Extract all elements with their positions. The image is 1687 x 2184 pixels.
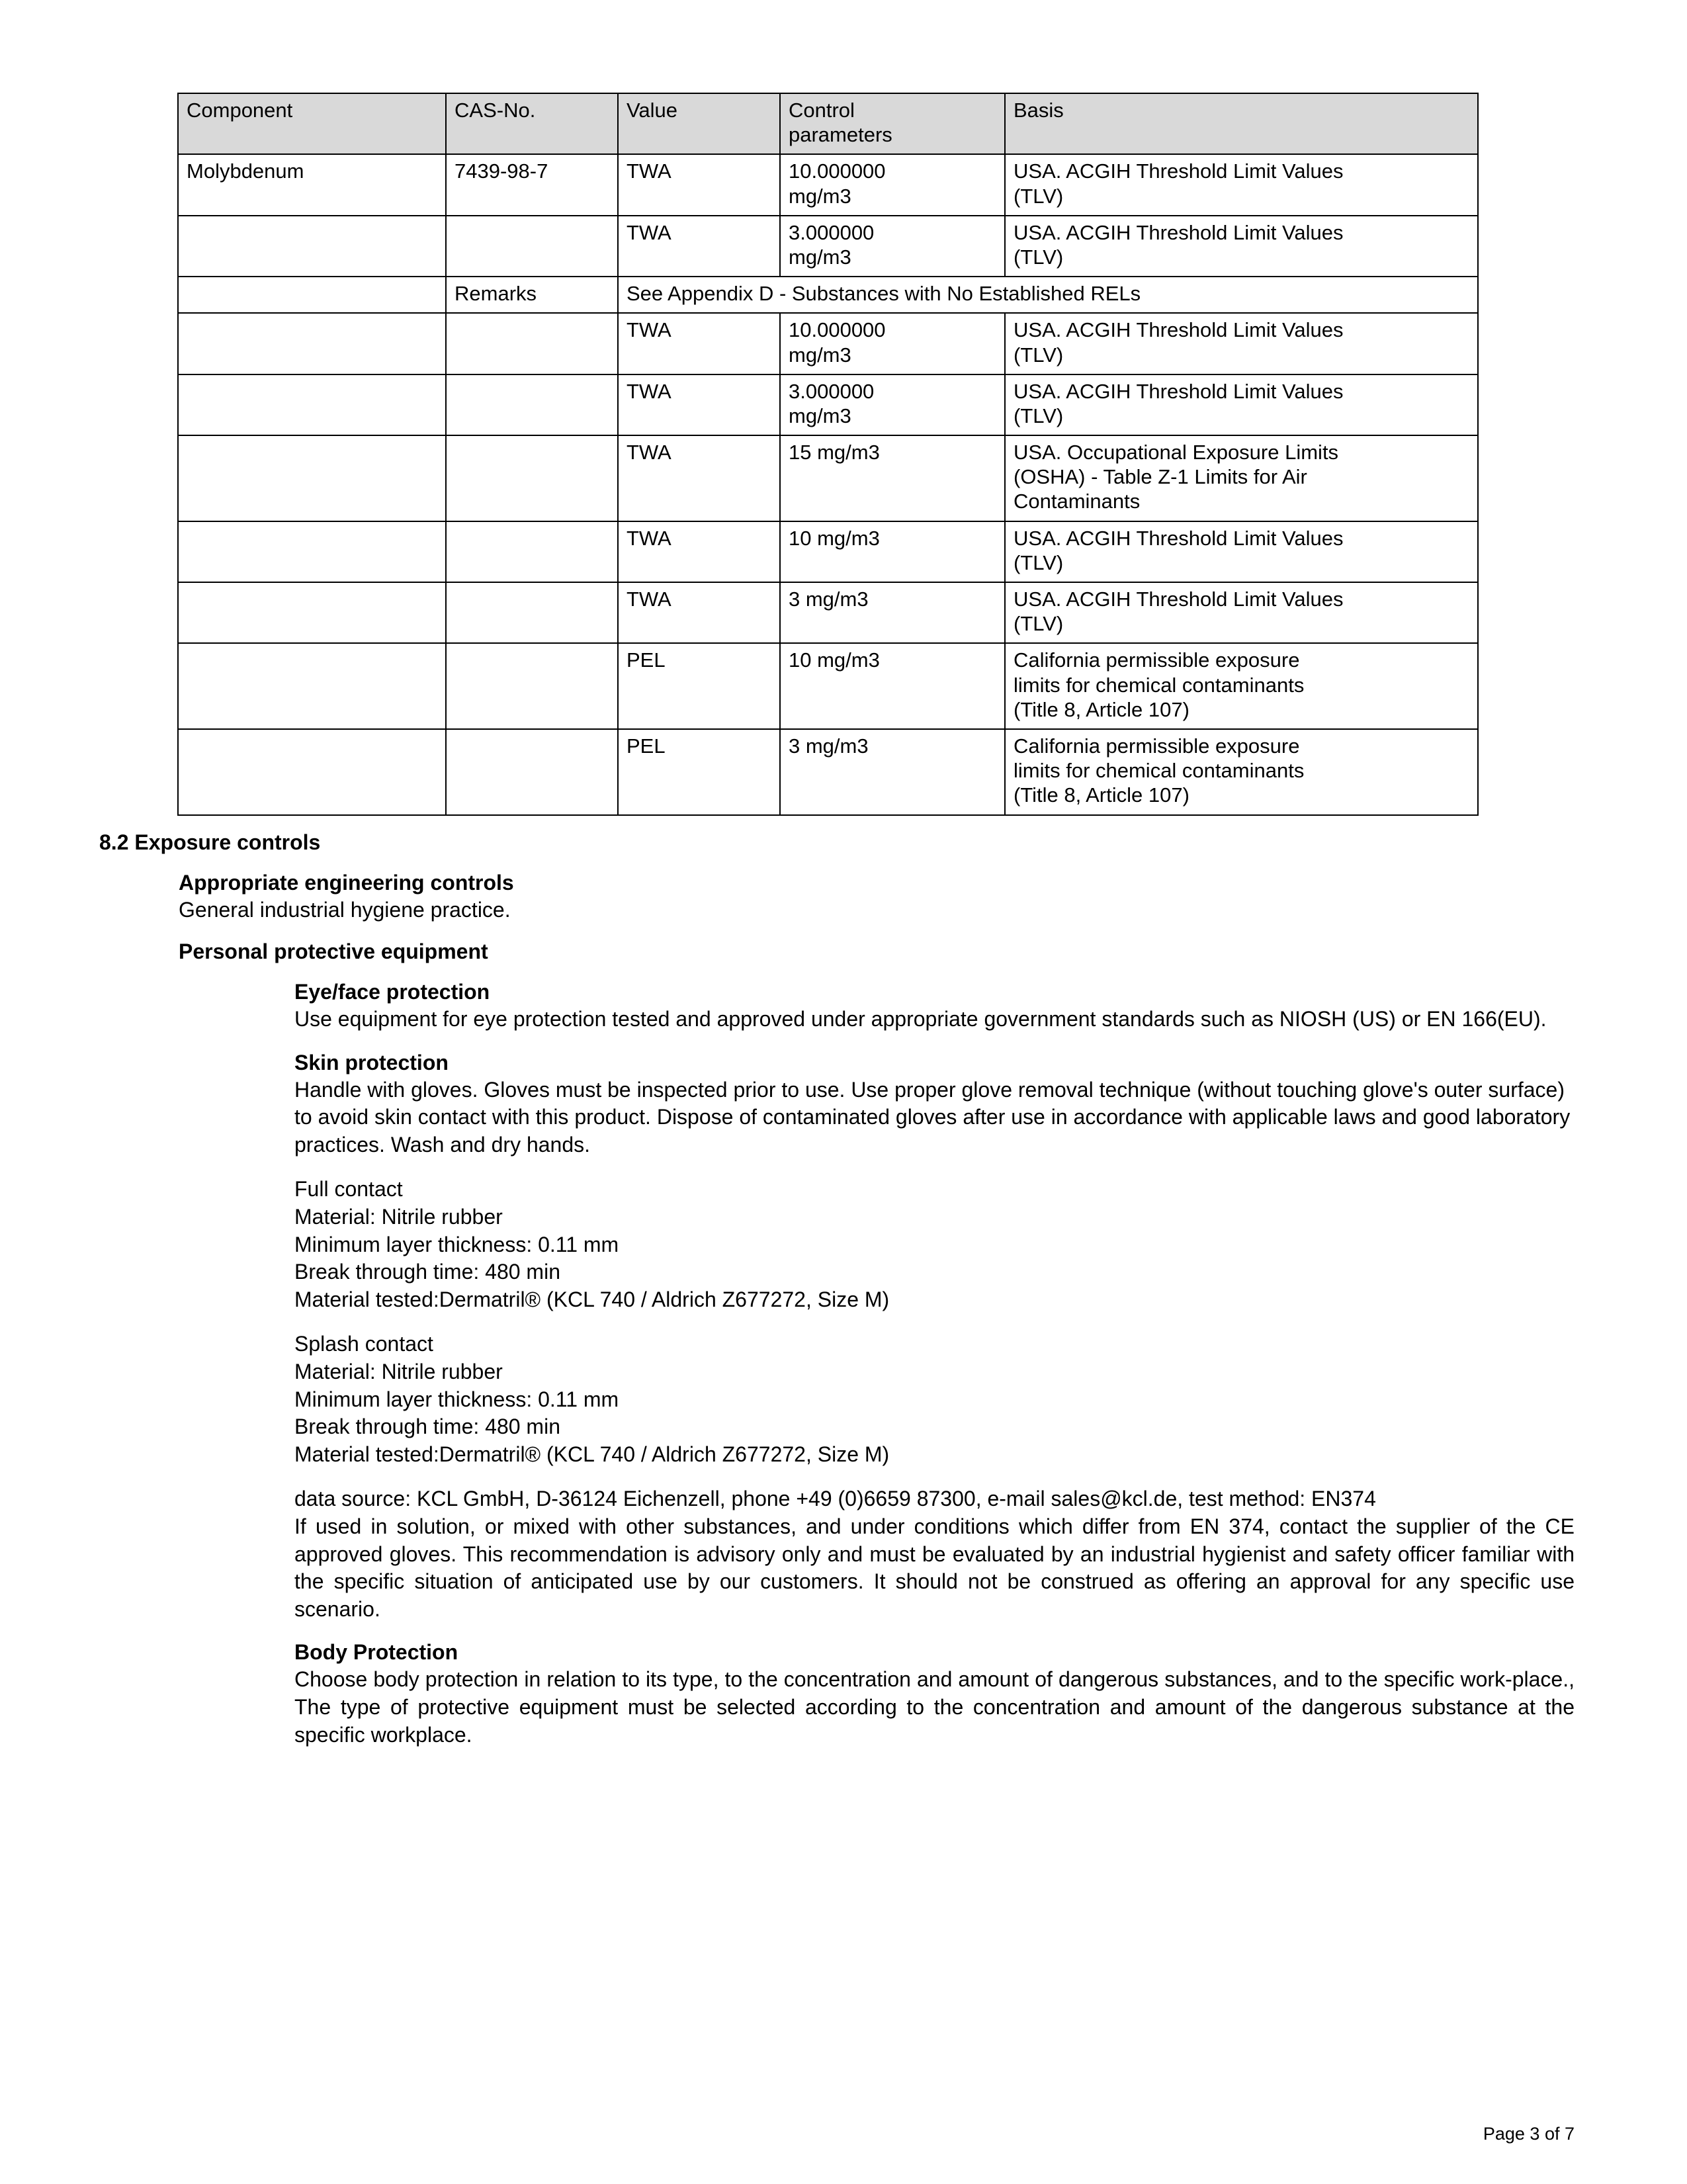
cell-control-line-1: 15 mg/m3: [789, 441, 880, 464]
splash-contact-title: Splash contact: [294, 1332, 433, 1356]
header-control-parameters: [780, 93, 1005, 154]
cell-control-line-1: 3.000000: [789, 220, 875, 244]
cell-component: [178, 277, 446, 313]
cell-control: [780, 154, 1005, 215]
table-row-remarks: [178, 277, 1478, 313]
splash-contact-thickness: Minimum layer thickness: 0.11 mm: [294, 1387, 619, 1411]
cell-value: TWA: [618, 521, 780, 582]
cell-basis-line-1: USA. ACGIH Threshold Limit Values: [1014, 220, 1344, 244]
full-contact-title: Full contact: [294, 1177, 403, 1201]
cell-value: TWA: [618, 216, 780, 277]
cell-cas: [446, 313, 618, 374]
cell-basis-line-2: (TLV): [1014, 404, 1064, 427]
cell-basis-line-2: (OSHA) - Table Z-1 Limits for Air: [1014, 465, 1307, 489]
splash-contact-breakthrough: Break through time: 480 min: [294, 1415, 560, 1439]
cell-control-line-1: 10 mg/m3: [789, 648, 880, 672]
cell-basis-line-1: USA. ACGIH Threshold Limit Values: [1014, 159, 1344, 183]
cell-control-line-1: 3.000000: [789, 379, 875, 403]
cell-control-line-2: mg/m3: [789, 184, 851, 208]
eye-face-protection-text: Use equipment for eye protection tested and approved under appropriate government standards such as NIOSH (US) or EN 166(EU).: [294, 1007, 1547, 1031]
cell-value: PEL: [618, 729, 780, 815]
cell-basis-line-2: (TLV): [1014, 343, 1064, 367]
cell-basis-line-1: California permissible exposure: [1014, 648, 1300, 672]
full-contact-breakthrough: Break through time: 480 min: [294, 1260, 560, 1284]
table-row: [178, 313, 1478, 374]
cell-component: [178, 313, 446, 374]
header-basis: Basis: [1005, 93, 1478, 154]
cell-control-line-1: 10.000000: [789, 159, 886, 183]
header-value: Value: [618, 93, 780, 154]
table-header-row: [178, 93, 1478, 154]
cell-basis-line-2: (TLV): [1014, 612, 1064, 636]
cell-control: [780, 216, 1005, 277]
body-protection-heading: Body Protection: [294, 1640, 458, 1665]
cell-basis-line-1: USA. ACGIH Threshold Limit Values: [1014, 318, 1344, 342]
cell-component: [178, 582, 446, 643]
cell-basis-line-1: USA. ACGIH Threshold Limit Values: [1014, 526, 1344, 550]
exposure-limits-table: [177, 93, 1479, 816]
cell-control: [780, 435, 1005, 521]
splash-contact-material: Material: Nitrile rubber: [294, 1360, 503, 1384]
cell-component: [178, 374, 446, 435]
cell-cas: [446, 643, 618, 729]
cell-basis-line-2: (TLV): [1014, 550, 1064, 574]
cell-cas: [446, 521, 618, 582]
cell-control: [780, 374, 1005, 435]
table-row: [178, 521, 1478, 582]
table-row: [178, 374, 1478, 435]
full-contact-block: [294, 1176, 1575, 1313]
table-row: [178, 582, 1478, 643]
cell-basis-line-2: (TLV): [1014, 184, 1064, 208]
cell-control: [780, 643, 1005, 729]
cell-basis-line-2: limits for chemical contaminants: [1014, 673, 1305, 697]
full-contact-material: Material: Nitrile rubber: [294, 1205, 503, 1229]
engineering-controls-heading: Appropriate engineering controls: [179, 870, 514, 895]
cell-basis-line-1: USA. Occupational Exposure Limits: [1014, 441, 1339, 464]
cell-basis: [1005, 154, 1478, 215]
cell-basis: [1005, 729, 1478, 815]
cell-basis-line-3: (Title 8, Article 107): [1014, 697, 1190, 721]
eye-face-protection-block: [294, 980, 1575, 1749]
section-8-2-heading: 8.2 Exposure controls: [99, 830, 321, 854]
cell-component: [178, 521, 446, 582]
cell-value: PEL: [618, 643, 780, 729]
cell-basis: [1005, 374, 1478, 435]
cell-control-line-1: 10 mg/m3: [789, 526, 880, 550]
cell-basis: [1005, 521, 1478, 582]
cell-cas: [446, 729, 618, 815]
cell-remarks-text: See Appendix D - Substances with No Established RELs: [618, 277, 1478, 313]
cell-basis: [1005, 582, 1478, 643]
cell-cas: [446, 435, 618, 521]
splash-contact-tested: Material tested:Dermatril® (KCL 740 / Aldrich Z677272, Size M): [294, 1442, 890, 1466]
engineering-controls-text: General industrial hygiene practice.: [179, 897, 511, 922]
page-footer: Page 3 of 7: [1483, 2124, 1575, 2144]
cell-control: [780, 729, 1005, 815]
body-protection-text: Choose body protection in relation to its type, to the concentration and amount of dangerous substances, and to the specific work-place., The type of protective equipment must be selected according to the concentration and amount of the dangerous substance at the specific workplace.: [294, 1667, 1575, 1747]
skin-protection-heading: Skin protection: [294, 1050, 449, 1074]
page-content: [99, 93, 1575, 2144]
cell-basis-line-1: California permissible exposure: [1014, 734, 1300, 758]
cell-component: [178, 435, 446, 521]
table-row: [178, 154, 1478, 215]
table-row: [178, 729, 1478, 815]
header-component: Component: [178, 93, 446, 154]
splash-contact-block: [294, 1331, 1575, 1468]
cell-basis: [1005, 216, 1478, 277]
ppe-heading: Personal protective equipment: [179, 939, 488, 964]
table-row: [178, 435, 1478, 521]
cell-control-line-1: 3 mg/m3: [789, 734, 869, 758]
cell-control-line-2: mg/m3: [789, 343, 851, 367]
cell-control-line-2: mg/m3: [789, 245, 851, 269]
cell-control: [780, 521, 1005, 582]
header-control-line-2: parameters: [789, 123, 892, 147]
cell-component: Molybdenum: [178, 154, 446, 215]
cell-component: [178, 643, 446, 729]
cell-cas: 7439-98-7: [446, 154, 618, 215]
cell-value: TWA: [618, 435, 780, 521]
glove-advisory-text: If used in solution, or mixed with other substances, and under conditions which differ from EN 374, contact the supplier of the CE approved gloves. This recommendation is advisory only and must be evaluated by an industrial hygienist and safety officer familiar with the specific situation of anticipated use by our customers. It should not be construed as offering an approval for any specific use scenario.: [294, 1514, 1575, 1621]
cell-control-line-2: mg/m3: [789, 404, 851, 427]
cell-cas: [446, 582, 618, 643]
engineering-controls-block: [179, 871, 1575, 924]
cell-basis-line-3: (Title 8, Article 107): [1014, 783, 1190, 807]
cell-basis: [1005, 435, 1478, 521]
cell-component: [178, 216, 446, 277]
glove-data-source: data source: KCL GmbH, D-36124 Eichenzell, phone +49 (0)6659 87300, e-mail sales@kcl.de, test method: EN374: [294, 1487, 1376, 1511]
cell-basis-line-3: Contaminants: [1014, 490, 1141, 513]
cell-control: [780, 582, 1005, 643]
header-control-line-1: Control: [789, 99, 855, 122]
table-body: [178, 154, 1478, 814]
full-contact-thickness: Minimum layer thickness: 0.11 mm: [294, 1232, 619, 1256]
skin-protection-text: Handle with gloves. Gloves must be inspected prior to use. Use proper glove removal technique (without touching glove's outer surface) to avoid skin contact with this product. Dispose of contaminated gloves after use in accordance with applicable laws and good laboratory practices. Wash and dry hands.: [294, 1077, 1571, 1157]
cell-control-line-1: 3 mg/m3: [789, 588, 869, 611]
cell-basis-line-2: limits for chemical contaminants: [1014, 759, 1305, 783]
cell-basis-line-1: USA. ACGIH Threshold Limit Values: [1014, 588, 1344, 611]
cell-component: [178, 729, 446, 815]
cell-control: [780, 313, 1005, 374]
cell-basis-line-1: USA. ACGIH Threshold Limit Values: [1014, 379, 1344, 403]
cell-basis: [1005, 643, 1478, 729]
cell-value: TWA: [618, 154, 780, 215]
table-header: [178, 93, 1478, 154]
cell-control-line-1: 10.000000: [789, 318, 886, 342]
cell-basis-line-2: (TLV): [1014, 245, 1064, 269]
cell-cas: [446, 374, 618, 435]
cell-value: TWA: [618, 374, 780, 435]
cell-value: TWA: [618, 313, 780, 374]
full-contact-tested: Material tested:Dermatril® (KCL 740 / Aldrich Z677272, Size M): [294, 1287, 890, 1311]
cell-remarks-label: Remarks: [446, 277, 618, 313]
cell-basis: [1005, 313, 1478, 374]
ppe-block: [179, 939, 1575, 1749]
table-row: [178, 643, 1478, 729]
cell-value: TWA: [618, 582, 780, 643]
header-cas-no: CAS-No.: [446, 93, 618, 154]
cell-cas: [446, 216, 618, 277]
eye-face-protection-heading: Eye/face protection: [294, 980, 490, 1004]
table-row: [178, 216, 1478, 277]
